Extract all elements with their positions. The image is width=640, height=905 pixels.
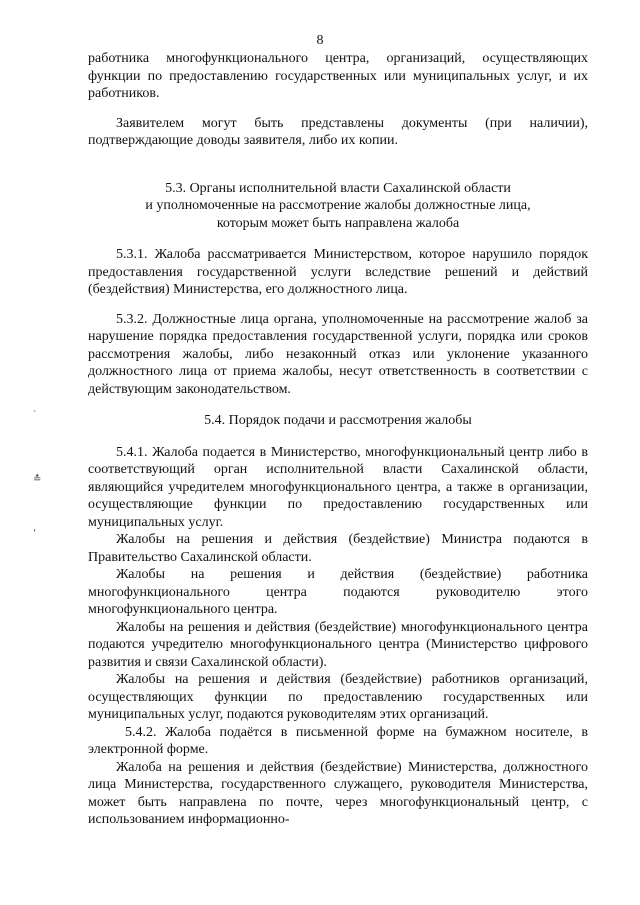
section-heading-5-3 xyxy=(88,180,588,233)
section-heading-5-4: 5.4. Порядок подачи и рассмотрения жалобы xyxy=(204,413,472,428)
paragraph: 5.3.2. Должностные лица органа, уполномоченные на рассмотрение жалоб за нарушение порядка предоставления государственной услуги, порядка или сроков рассмотрения жалобы, либо незаконный отказ или уклонение указанного должностного лица от приема жалобы, несут ответственность в соответствии с действующим законодательством. xyxy=(88,311,588,397)
paragraph: Жалобы на решения и действия (бездействие) работника многофункционального центра подаются руководителю этого многофункционального центра. xyxy=(88,567,588,617)
paragraph: 5.4.2. Жалоба подаётся в письменной форме на бумажном носителе, в электронной форме. xyxy=(88,724,588,757)
paragraph: 5.3.1. Жалоба рассматривается Министерством, которое нарушило порядок предоставления государственной услуги вследствие решений и действий (бездействия) Министерства, его должностного лица. xyxy=(88,247,588,297)
paragraph: Заявителем могут быть представлены документы (при наличии), подтверждающие доводы заявителя, либо их копии. xyxy=(88,115,588,148)
paragraph: Жалобы на решения и действия (бездействие) работников организаций, осуществляющих функции по предоставлению государственных или муниципальных услуг, подаются руководителям этих организаций. xyxy=(88,672,588,722)
heading-line: 5.3. Органы исполнительной власти Сахалинской области xyxy=(165,180,511,196)
margin-mark: ≛ xyxy=(33,474,42,485)
document-body xyxy=(88,50,588,829)
paragraph: Жалобы на решения и действия (бездействие) Министра подаются в Правительство Сахалинской области. xyxy=(88,532,588,565)
paragraph: Жалоба на решения и действия (бездействие) Министерства, должностного лица Министерства, государственного служащего, руководителя Министерства, может быть направлена по почте, через многофункциональный центр, с использованием информационно- xyxy=(88,759,588,827)
margin-mark: ` xyxy=(33,410,37,421)
paragraph: Жалобы на решения и действия (бездействие) многофункционального центра подаются учредителю многофункционального центра (Министерство цифрового развития и связи Сахалинской области). xyxy=(88,619,588,670)
paragraph: работника многофункционального центра, организаций, осуществляющих функции по предоставлению государственных или муниципальных услуг, и их работников. xyxy=(88,51,588,101)
margin-mark: ʻ xyxy=(33,528,37,539)
heading-line: и уполномоченные на рассмотрение жалобы должностные лица, xyxy=(145,198,531,213)
heading-line: которым может быть направлена жалоба xyxy=(216,215,460,231)
page-number: 8 xyxy=(316,33,324,48)
paragraph: 5.4.1. Жалоба подается в Министерство, многофункциональный центр либо в соответствующий орган исполнительной власти Сахалинской области, являющийся учредителем многофункционального центра, а также в организации, осуществляющие функции по предоставлению государственных или муниципальных услуг. xyxy=(88,444,588,530)
